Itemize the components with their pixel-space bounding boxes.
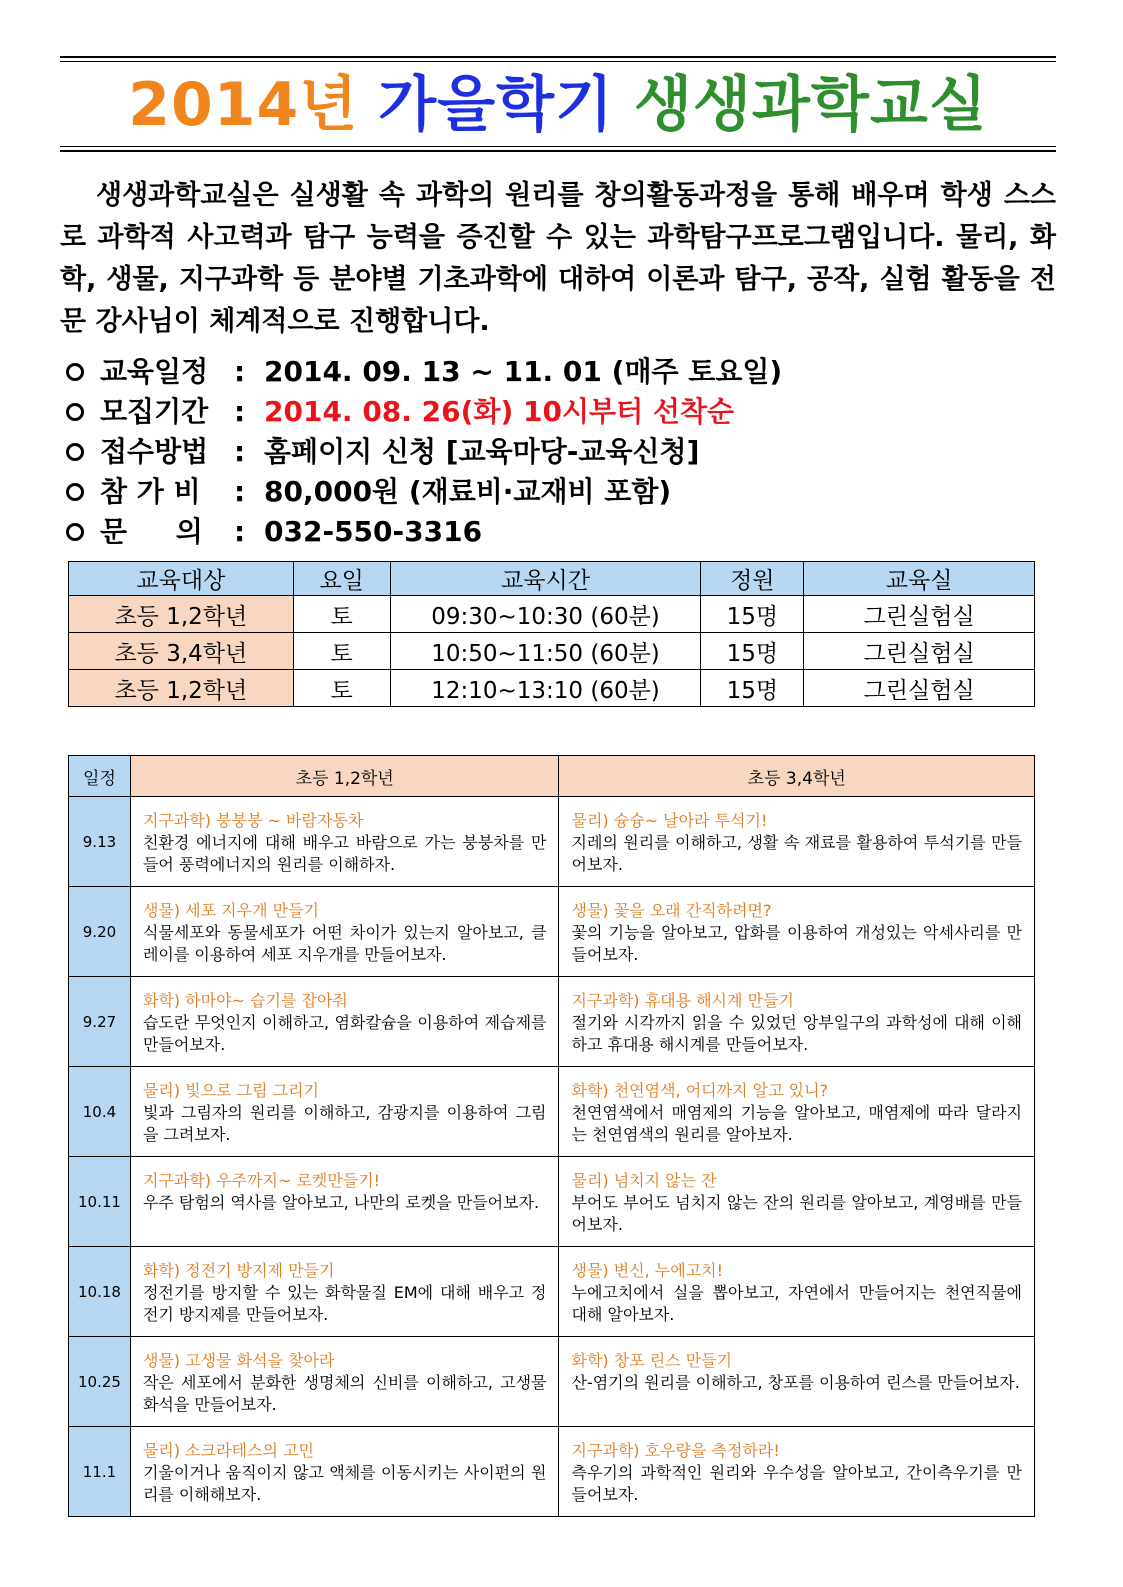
program-title: 생물) 고생물 화석을 찾아라 <box>142 1351 335 1370</box>
program-description: 우주 탐험의 역사를 알아보고, 나만의 로켓을 만들어보자. <box>142 1193 540 1212</box>
program-title: 생물) 세포 지우개 만들기 <box>142 901 319 920</box>
cell-target: 초등 3,4학년 <box>69 633 294 670</box>
cell-room: 그린실험실 <box>804 633 1035 670</box>
table-header-row <box>69 756 1035 797</box>
table-row <box>69 633 1035 670</box>
program-description: 빛과 그림자의 원리를 이해하고, 감광지를 이용하여 그림을 그려보자. <box>142 1103 547 1144</box>
top-rule-outer <box>60 56 1056 58</box>
circle-bullet-icon <box>66 363 84 381</box>
info-value: 032-550-3316 <box>264 515 483 548</box>
cell-capacity: 15명 <box>701 670 804 707</box>
info-value: 홈페이지 신청 [교육마당-교육신청] <box>264 435 700 468</box>
header-date: 일정 <box>69 756 131 797</box>
table-row <box>69 1337 1035 1427</box>
info-colon: : <box>234 395 246 428</box>
info-colon: : <box>234 435 246 468</box>
program-title: 생물) 변신, 누에고치! <box>571 1261 724 1280</box>
program-description: 지레의 원리를 이해하고, 생활 속 재료를 활용하여 투석기를 만들어보자. <box>571 833 1022 874</box>
cell-room: 그린실험실 <box>804 670 1035 707</box>
circle-bullet-icon <box>66 523 84 541</box>
cell-day: 토 <box>293 670 390 707</box>
circle-bullet-icon <box>66 403 84 421</box>
page-title <box>60 66 1056 144</box>
info-label: 참 가 비 <box>100 475 201 508</box>
program-description: 정전기를 방지할 수 있는 화학물질 EM에 대해 배우고 정전기 방지제를 만들어보자. <box>142 1283 547 1324</box>
circle-bullet-icon <box>66 443 84 461</box>
info-row-schedule <box>64 352 1054 392</box>
cell-room: 그린실험실 <box>804 596 1035 633</box>
cell-grade-34 <box>559 1247 1035 1337</box>
program-description: 측우기의 과학적인 원리와 우수성을 알아보고, 간이측우기를 만들어보자. <box>571 1463 1022 1504</box>
cell-capacity: 15명 <box>701 633 804 670</box>
info-row-apply <box>64 432 1054 472</box>
table-row <box>69 596 1035 633</box>
cell-grade-12 <box>130 1427 559 1517</box>
top-rule-inner <box>60 61 1056 62</box>
cell-day: 토 <box>293 596 390 633</box>
cell-target: 초등 1,2학년 <box>69 670 294 707</box>
info-label: 교육일정 <box>100 355 209 388</box>
cell-date: 9.20 <box>69 887 131 977</box>
table-header-row <box>69 562 1035 596</box>
cell-target: 초등 1,2학년 <box>69 596 294 633</box>
cell-grade-34 <box>559 1427 1035 1517</box>
cell-day: 토 <box>293 633 390 670</box>
table-row <box>69 797 1035 887</box>
table-row <box>69 1427 1035 1517</box>
program-description: 부어도 부어도 넘치지 않는 잔의 원리를 알아보고, 계영배를 만들어보자. <box>571 1193 1022 1234</box>
cell-date: 10.4 <box>69 1067 131 1157</box>
header-grade-34: 초등 3,4학년 <box>559 756 1035 797</box>
title-program-name: 생생과학교실 <box>634 70 988 140</box>
program-title: 물리) 넘치지 않는 잔 <box>571 1171 717 1190</box>
program-description: 천연염색에서 매염제의 기능을 알아보고, 매염제에 따라 달라지는 천연염색의 원리를 알아보자. <box>571 1103 1022 1144</box>
cell-grade-34 <box>559 797 1035 887</box>
cell-grade-34 <box>559 887 1035 977</box>
cell-date: 9.13 <box>69 797 131 887</box>
cell-grade-12 <box>130 977 559 1067</box>
program-title: 화학) 천연염색, 어디까지 알고 있니? <box>571 1081 829 1100</box>
intro-paragraph: 생생과학교실은 실생활 속 과학의 원리를 창의활동과정을 통해 배우며 학생 스스로 과학적 사고력과 탐구 능력을 증진할 수 있는 과학탐구프로그램입니다. 물리, 화학, 생물, 지구과학 등 분야별 기초과학에 대하여 이론과 탐구, 공작, 실험 활동을 전문 강사님이 체계적으로 진행합니다. <box>60 180 1056 337</box>
cell-grade-12 <box>130 1247 559 1337</box>
program-title: 생물) 꽃을 오래 간직하려면? <box>571 901 772 920</box>
cell-date: 11.1 <box>69 1427 131 1517</box>
cell-date: 10.25 <box>69 1337 131 1427</box>
table-row <box>69 1157 1035 1247</box>
cell-date: 10.11 <box>69 1157 131 1247</box>
cell-grade-12 <box>130 887 559 977</box>
program-table <box>68 755 1035 1517</box>
info-list <box>64 352 1054 552</box>
info-colon: : <box>234 515 246 548</box>
program-title: 화학) 하마야~ 습기를 잡아줘 <box>142 991 348 1010</box>
header-time: 교육시간 <box>390 562 701 596</box>
header-day: 요일 <box>293 562 390 596</box>
info-row-contact <box>64 512 1054 552</box>
program-description: 습도란 무엇인지 이해하고, 염화칼슘을 이용하여 제습제를 만들어보자. <box>142 1013 547 1054</box>
table-row <box>69 977 1035 1067</box>
program-description: 산-염기의 원리를 이해하고, 창포를 이용하여 린스를 만들어보자. <box>571 1373 1020 1392</box>
program-title: 지구과학) 호우량을 측정하라! <box>571 1441 780 1460</box>
cell-grade-34 <box>559 977 1035 1067</box>
cell-grade-34 <box>559 1067 1035 1157</box>
program-title: 지구과학) 우주까지~ 로켓만들기! <box>142 1171 381 1190</box>
info-label: 모집기간 <box>100 395 209 428</box>
circle-bullet-icon <box>66 483 84 501</box>
cell-grade-34 <box>559 1157 1035 1247</box>
cell-time: 10:50~11:50 (60분) <box>390 633 701 670</box>
program-description: 꽃의 기능을 알아보고, 압화를 이용하여 개성있는 악세사리를 만들어보자. <box>571 923 1022 964</box>
cell-grade-12 <box>130 1157 559 1247</box>
cell-time: 09:30~10:30 (60분) <box>390 596 701 633</box>
cell-time: 12:10~13:10 (60분) <box>390 670 701 707</box>
info-value: 80,000원 (재료비·교재비 포함) <box>264 475 672 508</box>
program-title: 물리) 빛으로 그림 그리기 <box>142 1081 319 1100</box>
cell-grade-34 <box>559 1337 1035 1427</box>
program-title: 지구과학) 붕붕붕 ~ 바람자동차 <box>142 811 364 830</box>
table-row <box>69 1247 1035 1337</box>
program-description: 작은 세포에서 분화한 생명체의 신비를 이해하고, 고생물 화석을 만들어보자. <box>142 1373 547 1414</box>
program-title: 물리) 소크라테스의 고민 <box>142 1441 314 1460</box>
program-title: 지구과학) 휴대용 해시계 만들기 <box>571 991 794 1010</box>
cell-date: 10.18 <box>69 1247 131 1337</box>
header-target: 교육대상 <box>69 562 294 596</box>
title-year: 2014년 <box>128 70 359 140</box>
info-label: 문 의 <box>100 515 203 548</box>
table-row <box>69 1067 1035 1157</box>
info-colon: : <box>234 475 246 508</box>
cell-grade-12 <box>130 797 559 887</box>
info-label: 접수방법 <box>100 435 209 468</box>
program-description: 누에고치에서 실을 뽑아보고, 자연에서 만들어지는 천연직물에 대해 알아보자. <box>571 1283 1022 1324</box>
header-capacity: 정원 <box>701 562 804 596</box>
class-schedule-table <box>68 561 1035 707</box>
table-row <box>69 670 1035 707</box>
table-row <box>69 887 1035 977</box>
program-description: 기울이거나 움직이지 않고 액체를 이동시키는 사이펀의 원리를 이해해보자. <box>142 1463 547 1504</box>
info-colon: : <box>234 355 246 388</box>
info-value: 2014. 08. 26(화) 10시부터 선착순 <box>264 395 735 428</box>
program-title: 물리) 슝슝~ 날아라 투석기! <box>571 811 768 830</box>
bottom-rule-outer <box>60 150 1056 152</box>
title-semester: 가을학기 <box>378 70 615 140</box>
cell-grade-12 <box>130 1337 559 1427</box>
header-room: 교육실 <box>804 562 1035 596</box>
cell-grade-12 <box>130 1067 559 1157</box>
info-value: 2014. 09. 13 ~ 11. 01 (매주 토요일) <box>264 355 783 388</box>
header-grade-12: 초등 1,2학년 <box>130 756 559 797</box>
program-title: 화학) 정전기 방지제 만들기 <box>142 1261 335 1280</box>
info-row-recruit <box>64 392 1054 432</box>
bottom-rule-inner <box>60 146 1056 147</box>
cell-date: 9.27 <box>69 977 131 1067</box>
program-description: 식물세포와 동물세포가 어떤 차이가 있는지 알아보고, 클레이를 이용하여 세포 지우개를 만들어보자. <box>142 923 547 964</box>
cell-capacity: 15명 <box>701 596 804 633</box>
program-description: 친환경 에너지에 대해 배우고 바람으로 가는 붕붕차를 만들어 풍력에너지의 원리를 이해하자. <box>142 833 547 874</box>
info-row-fee <box>64 472 1054 512</box>
program-description: 절기와 시각까지 읽을 수 있었던 앙부일구의 과학성에 대해 이해하고 휴대용 해시계를 만들어보자. <box>571 1013 1022 1054</box>
program-title: 화학) 창포 린스 만들기 <box>571 1351 733 1370</box>
